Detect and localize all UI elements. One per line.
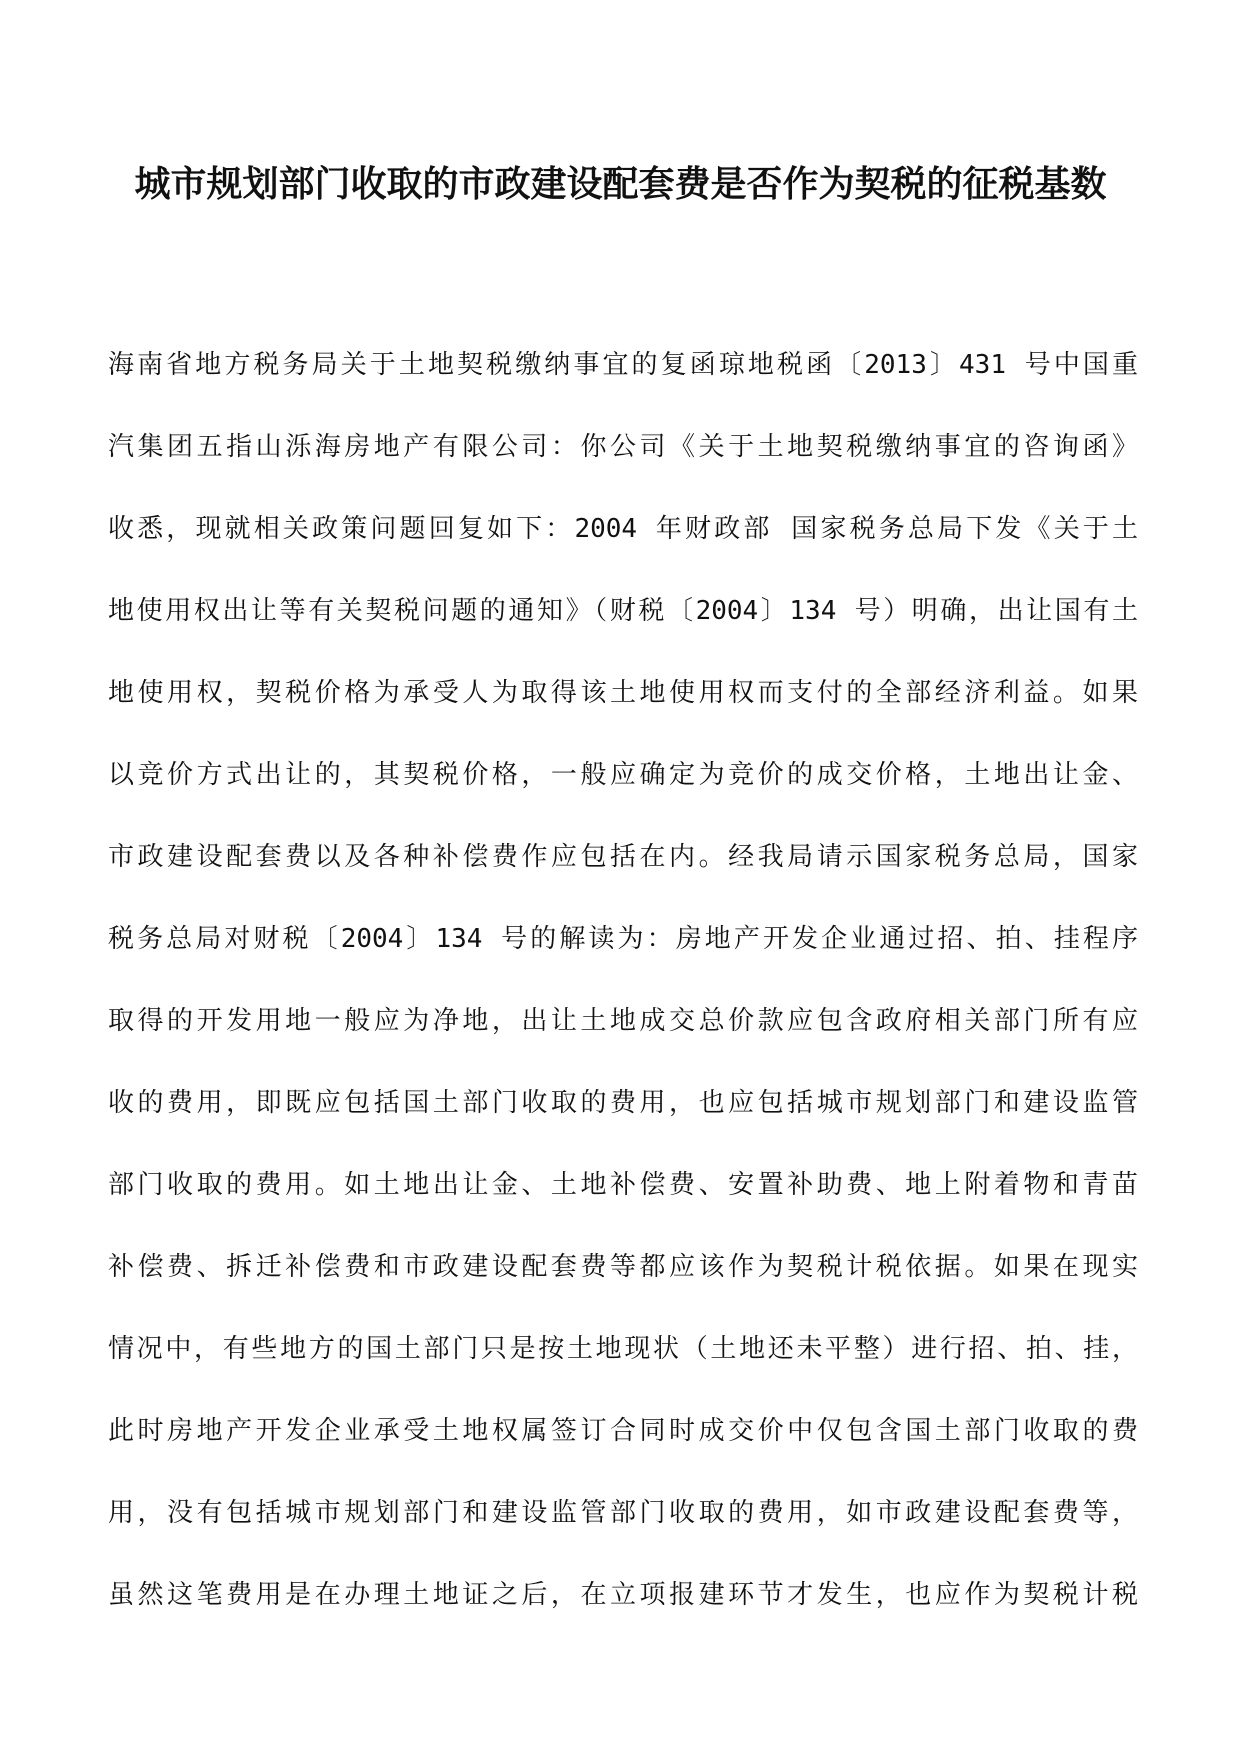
body-line: 部门收取的费用。如土地出让金、土地补偿费、安置补助费、地上附着物和青苗 [108, 1170, 1138, 1200]
body-line: 收悉，现就相关政策问题回复如下：2004 年财政部 国家税务总局下发《关于土 [108, 514, 1138, 544]
body-line: 虽然这笔费用是在办理土地证之后，在立项报建环节才发生，也应作为契税计税 [108, 1580, 1138, 1610]
body-line: 市政建设配套费以及各种补偿费作应包括在内。经我局请示国家税务总局，国家 [108, 842, 1138, 872]
body-line: 以竞价方式出让的，其契税价格，一般应确定为竞价的成交价格，土地出让金、 [108, 760, 1138, 790]
body-line: 地使用权出让等有关契税问题的通知》（财税〔2004〕134 号）明确，出让国有土 [108, 596, 1138, 626]
body-line: 地使用权，契税价格为承受人为取得该土地使用权而支付的全部经济利益。如果 [108, 678, 1138, 708]
document-title: 城市规划部门收取的市政建设配套费是否作为契税的征税基数 [134, 163, 1107, 205]
body-line: 取得的开发用地一般应为净地，出让土地成交总价款应包含政府相关部门所有应 [108, 1006, 1138, 1036]
body-line: 收的费用，即既应包括国土部门收取的费用，也应包括城市规划部门和建设监管 [108, 1088, 1138, 1118]
document-body [108, 343, 1148, 1655]
body-line: 补偿费、拆迁补偿费和市政建设配套费等都应该作为契税计税依据。如果在现实 [108, 1252, 1138, 1282]
body-line: 此时房地产开发企业承受土地权属签订合同时成交价中仅包含国土部门收取的费 [108, 1416, 1138, 1446]
body-line: 情况中，有些地方的国土部门只是按土地现状（土地还未平整）进行招、拍、挂， [108, 1334, 1138, 1364]
body-line: 用，没有包括城市规划部门和建设监管部门收取的费用，如市政建设配套费等， [108, 1498, 1138, 1528]
body-line: 汽集团五指山泺海房地产有限公司：你公司《关于土地契税缴纳事宜的咨询函》 [108, 432, 1138, 462]
body-line: 海南省地方税务局关于土地契税缴纳事宜的复函琼地税函〔2013〕431 号中国重 [108, 350, 1138, 380]
body-line: 税务总局对财税〔2004〕134 号的解读为：房地产开发企业通过招、拍、挂程序 [108, 924, 1138, 954]
